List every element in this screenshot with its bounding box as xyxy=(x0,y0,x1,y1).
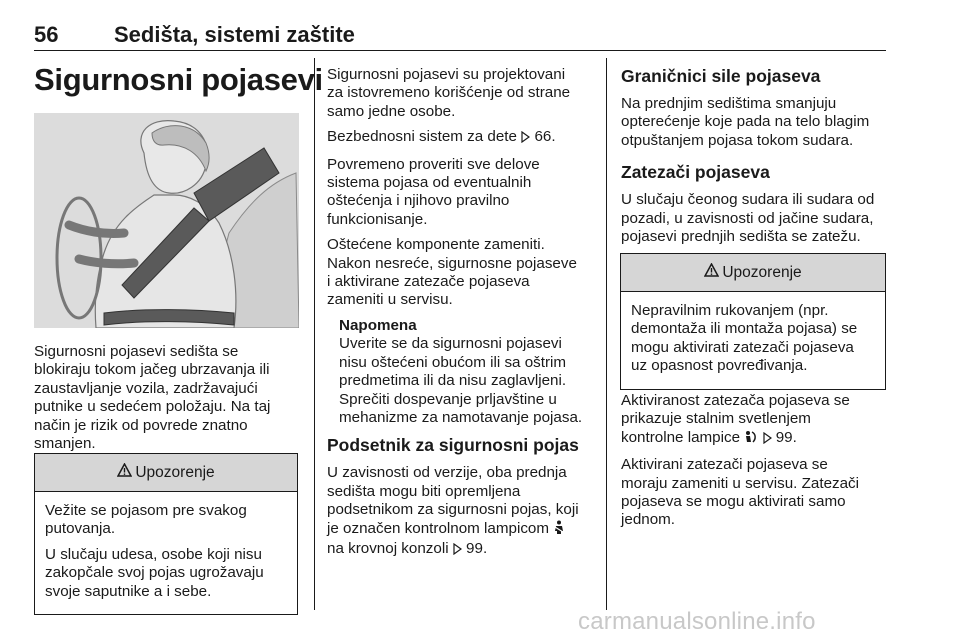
text-line: zameniti u servisu. xyxy=(327,291,453,309)
note-line: nisu oštećeni obućom ili sa oštrim xyxy=(339,353,567,371)
text-line: U zavisnosti od verzije, oba prednja xyxy=(327,464,567,482)
seatbelt-illustration xyxy=(34,113,299,328)
page-reference[interactable]: 99. xyxy=(466,539,488,557)
text-line: Bezbednosni sistem za dete xyxy=(327,128,517,146)
text-line: pojasevi prednjih sedišta se zatežu. xyxy=(621,228,861,246)
intro-line: Sigurnosni pojasevi sedišta se xyxy=(34,343,239,360)
intro-line: smanjen. xyxy=(34,435,96,453)
text-line: sedišta mogu biti opremljena xyxy=(327,482,521,500)
paragraph xyxy=(327,128,599,148)
paragraph xyxy=(621,95,889,150)
warning-box-left xyxy=(34,453,298,615)
text-line: Sigurnosni pojasevi su projektovani xyxy=(327,66,566,83)
paragraph xyxy=(621,392,889,449)
intro-line: putnike u sedećem položaju. Na taj xyxy=(34,398,271,416)
page-reference[interactable]: 99. xyxy=(775,428,797,446)
text-line: kontrolne lampice xyxy=(621,428,741,446)
airbag-pretensioner-icon xyxy=(744,430,758,449)
text-line: oštećenja i njihovo pravilno xyxy=(327,192,510,210)
intro-paragraph xyxy=(34,343,304,453)
text-line: pozadi, u zavisnosti od jačine sudara, xyxy=(621,209,874,227)
warning-line: Vežite se pojasom pre svakog xyxy=(45,502,247,519)
text-line: na krovnoj konzoli xyxy=(327,539,449,557)
page-number: 56 xyxy=(34,22,59,47)
limiters-heading: Graničnici sile pojaseva xyxy=(621,66,821,86)
warning-line: mogu aktivirati zatezači pojaseva xyxy=(631,338,854,356)
seatbelt-reminder-icon xyxy=(553,520,565,540)
warning-line: svoje saputnike a i sebe. xyxy=(45,582,212,600)
warning-line: Nepravilnim rukovanjem (npr. xyxy=(631,302,829,319)
warning-box-right xyxy=(620,253,886,390)
warning-text xyxy=(45,502,287,539)
text-line: je označen kontrolnom lampicom xyxy=(327,519,550,537)
page-reference-arrow-icon xyxy=(521,130,530,148)
watermark: carmanualsonline.info xyxy=(578,608,816,635)
section-heading: Sigurnosni pojasevi xyxy=(34,62,323,97)
column-divider-2 xyxy=(606,58,607,610)
pretensioners-heading: Zatezači pojaseva xyxy=(621,162,770,183)
text-line: prikazuje stalnim svetlenjem xyxy=(621,410,811,428)
text-line: i aktivirane zatezače pojaseva xyxy=(327,273,530,291)
note-line: Sprečiti dospevanje prljavštine u xyxy=(339,390,557,408)
chapter-title: Sedišta, sistemi zaštite xyxy=(114,22,355,47)
warning-line: putovanja. xyxy=(45,520,116,538)
text-line: Nakon nesreće, sigurnosne pojaseve xyxy=(327,254,577,272)
paragraph xyxy=(327,464,599,560)
warning-line: uz opasnost povređivanja. xyxy=(631,357,808,375)
warning-line: demontaža ili montaža pojasa) se xyxy=(631,320,858,338)
reminder-heading: Podsetnik za sigurnosni pojas xyxy=(327,435,579,456)
warning-title: Upozorenje xyxy=(722,264,802,281)
text-line: za istovremeno korišćenje od strane xyxy=(327,84,571,102)
text-line: Oštećene komponente zameniti. xyxy=(327,236,545,254)
warning-triangle-icon xyxy=(117,463,132,482)
warning-text xyxy=(631,302,875,376)
paragraph xyxy=(327,236,599,310)
note-block xyxy=(327,317,599,427)
warning-header xyxy=(35,454,297,492)
intro-line: blokiraju tokom jačeg ubrzavanja ili xyxy=(34,361,270,379)
warning-triangle-icon xyxy=(704,263,719,282)
text-line: pojaseva se mogu aktivirati samo xyxy=(621,493,846,511)
note-line: Uverite se da sigurnosni pojasevi xyxy=(339,335,562,353)
text-line: samo jedne osobe. xyxy=(327,102,456,120)
intro-line: zaustavljanje vozila, zadržavajući xyxy=(34,379,258,397)
warning-header xyxy=(621,254,885,292)
column-divider-1 xyxy=(314,58,315,610)
text-line: U slučaju čeonog sudara ili sudara od xyxy=(621,191,875,209)
page-reference[interactable]: 66. xyxy=(534,128,556,146)
driver-belt-drawing xyxy=(34,113,299,328)
text-line: sistema pojasa od eventualnih xyxy=(327,174,532,192)
warning-title: Upozorenje xyxy=(135,464,215,481)
paragraph xyxy=(621,191,889,246)
text-line: Aktivirani zatezači pojaseva se xyxy=(621,456,828,474)
text-line: jednom. xyxy=(621,511,676,529)
text-line: Na prednjim sedištima smanjuju xyxy=(621,95,837,112)
text-line: Aktiviranost zatezača pojaseva se xyxy=(621,392,850,409)
text-line: opterećenje koje pada na telo blagim xyxy=(621,113,870,131)
warning-line: zakopčale svoj pojas ugrožavaju xyxy=(45,564,264,582)
header-rule xyxy=(34,50,886,51)
paragraph xyxy=(327,66,599,121)
warning-text xyxy=(45,546,287,601)
paragraph xyxy=(621,456,889,530)
paragraph xyxy=(327,156,599,230)
text-line: funkcionisanje. xyxy=(327,210,428,228)
text-line: otpuštanjem pojasa tokom sudara. xyxy=(621,131,854,149)
note-line: predmetima ili da nisu zaglavljeni. xyxy=(339,372,567,390)
page-reference-arrow-icon xyxy=(763,431,772,449)
warning-line: U slučaju udesa, osobe koji nisu xyxy=(45,545,262,563)
page-reference-arrow-icon xyxy=(453,542,462,560)
note-title: Napomena xyxy=(339,316,417,334)
text-line: podsetnikom za sigurnosni pojas, koji xyxy=(327,501,579,519)
text-line: Povremeno proveriti sve delove xyxy=(327,155,540,173)
text-line: moraju zameniti u servisu. Zatezači xyxy=(621,474,860,492)
note-line: mehanizme za namotavanje pojasa. xyxy=(339,408,583,426)
intro-line: način je rizik od povrede znatno xyxy=(34,416,248,434)
